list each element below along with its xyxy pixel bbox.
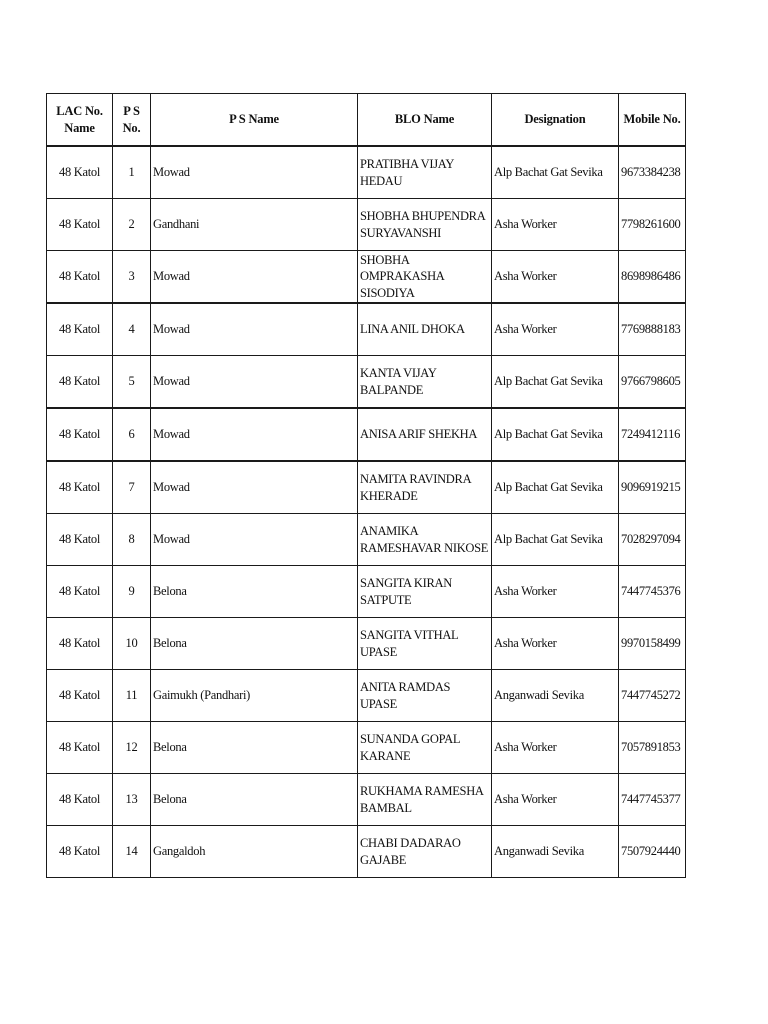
table-row xyxy=(47,251,686,304)
designation-cell: Alp Bachat Gat Sevika xyxy=(492,356,619,409)
blo-name-cell: ANAMIKA RAMESHAVAR NIKOSE xyxy=(358,514,492,566)
ps-no-cell: 3 xyxy=(113,251,151,304)
lac-cell: 48 Katol xyxy=(47,618,113,670)
header-mobile-no: Mobile No. xyxy=(619,94,686,147)
ps-name-cell: Belona xyxy=(151,618,358,670)
ps-no-cell: 13 xyxy=(113,774,151,826)
ps-name-cell: Mowad xyxy=(151,461,358,514)
lac-cell: 48 Katol xyxy=(47,514,113,566)
ps-name-cell: Belona xyxy=(151,566,358,618)
lac-cell: 48 Katol xyxy=(47,461,113,514)
table-row xyxy=(47,303,686,356)
blo-name-cell: KANTA VIJAY BALPANDE xyxy=(358,356,492,409)
table-row xyxy=(47,774,686,826)
blo-name-cell: NAMITA RAVINDRA KHERADE xyxy=(358,461,492,514)
designation-cell: Asha Worker xyxy=(492,618,619,670)
mobile-cell: 9673384238 xyxy=(619,146,686,199)
blo-name-cell: ANITA RAMDAS UPASE xyxy=(358,670,492,722)
lac-cell: 48 Katol xyxy=(47,356,113,409)
table-row xyxy=(47,514,686,566)
ps-no-cell: 7 xyxy=(113,461,151,514)
blo-name-cell: RUKHAMA RAMESHA BAMBAL xyxy=(358,774,492,826)
ps-name-cell: Belona xyxy=(151,774,358,826)
designation-cell: Alp Bachat Gat Sevika xyxy=(492,408,619,461)
table-row xyxy=(47,670,686,722)
ps-name-cell: Mowad xyxy=(151,514,358,566)
lac-cell: 48 Katol xyxy=(47,774,113,826)
table-row xyxy=(47,356,686,409)
header-blo-name: BLO Name xyxy=(358,94,492,147)
mobile-cell: 7798261600 xyxy=(619,199,686,251)
mobile-cell: 7028297094 xyxy=(619,514,686,566)
ps-no-cell: 4 xyxy=(113,303,151,356)
lac-cell: 48 Katol xyxy=(47,408,113,461)
mobile-cell: 9766798605 xyxy=(619,356,686,409)
lac-cell: 48 Katol xyxy=(47,826,113,878)
mobile-cell: 7447745377 xyxy=(619,774,686,826)
table-row xyxy=(47,146,686,199)
table-row xyxy=(47,826,686,878)
blo-name-cell: CHABI DADARAO GAJABE xyxy=(358,826,492,878)
designation-cell: Anganwadi Sevika xyxy=(492,670,619,722)
ps-name-cell: Gangaldoh xyxy=(151,826,358,878)
mobile-cell: 8698986486 xyxy=(619,251,686,304)
mobile-cell: 7447745272 xyxy=(619,670,686,722)
ps-name-cell: Gandhani xyxy=(151,199,358,251)
header-row xyxy=(47,94,686,147)
ps-name-cell: Mowad xyxy=(151,303,358,356)
table-row xyxy=(47,199,686,251)
ps-no-cell: 11 xyxy=(113,670,151,722)
mobile-cell: 7769888183 xyxy=(619,303,686,356)
ps-no-cell: 10 xyxy=(113,618,151,670)
blo-name-cell: ANISA ARIF SHEKHA xyxy=(358,408,492,461)
mobile-cell: 7249412116 xyxy=(619,408,686,461)
table-row xyxy=(47,722,686,774)
mobile-cell: 7447745376 xyxy=(619,566,686,618)
blo-name-cell: PRATIBHA VIJAY HEDAU xyxy=(358,146,492,199)
lac-cell: 48 Katol xyxy=(47,722,113,774)
designation-cell: Asha Worker xyxy=(492,774,619,826)
blo-name-cell: SANGITA VITHAL UPASE xyxy=(358,618,492,670)
ps-name-cell: Mowad xyxy=(151,146,358,199)
ps-no-cell: 12 xyxy=(113,722,151,774)
designation-cell: Asha Worker xyxy=(492,303,619,356)
table-row xyxy=(47,461,686,514)
blo-name-cell: SANGITA KIRAN SATPUTE xyxy=(358,566,492,618)
blo-name-cell: SHOBHA BHUPENDRA SURYAVANSHI xyxy=(358,199,492,251)
designation-cell: Asha Worker xyxy=(492,722,619,774)
ps-name-cell: Belona xyxy=(151,722,358,774)
header-ps-name: P S Name xyxy=(151,94,358,147)
lac-cell: 48 Katol xyxy=(47,146,113,199)
table-row xyxy=(47,566,686,618)
ps-no-cell: 1 xyxy=(113,146,151,199)
mobile-cell: 7057891853 xyxy=(619,722,686,774)
table-row xyxy=(47,618,686,670)
mobile-cell: 7507924440 xyxy=(619,826,686,878)
designation-cell: Asha Worker xyxy=(492,199,619,251)
blo-name-cell: LINA ANIL DHOKA xyxy=(358,303,492,356)
blo-table xyxy=(46,93,686,878)
ps-name-cell: Mowad xyxy=(151,356,358,409)
blo-name-cell: SUNANDA GOPAL KARANE xyxy=(358,722,492,774)
mobile-cell: 9096919215 xyxy=(619,461,686,514)
mobile-cell: 9970158499 xyxy=(619,618,686,670)
designation-cell: Alp Bachat Gat Sevika xyxy=(492,146,619,199)
ps-no-cell: 6 xyxy=(113,408,151,461)
lac-cell: 48 Katol xyxy=(47,303,113,356)
lac-cell: 48 Katol xyxy=(47,251,113,304)
ps-name-cell: Gaimukh (Pandhari) xyxy=(151,670,358,722)
designation-cell: Asha Worker xyxy=(492,566,619,618)
lac-cell: 48 Katol xyxy=(47,670,113,722)
ps-no-cell: 8 xyxy=(113,514,151,566)
designation-cell: Anganwadi Sevika xyxy=(492,826,619,878)
header-lac-name: LAC No. Name xyxy=(47,94,113,147)
lac-cell: 48 Katol xyxy=(47,566,113,618)
designation-cell: Alp Bachat Gat Sevika xyxy=(492,461,619,514)
designation-cell: Asha Worker xyxy=(492,251,619,304)
designation-cell: Alp Bachat Gat Sevika xyxy=(492,514,619,566)
ps-name-cell: Mowad xyxy=(151,251,358,304)
header-ps-no: P S No. xyxy=(113,94,151,147)
lac-cell: 48 Katol xyxy=(47,199,113,251)
blo-name-cell: SHOBHA OMPRAKASHA SISODIYA xyxy=(358,251,492,304)
ps-no-cell: 2 xyxy=(113,199,151,251)
ps-name-cell: Mowad xyxy=(151,408,358,461)
ps-no-cell: 5 xyxy=(113,356,151,409)
ps-no-cell: 14 xyxy=(113,826,151,878)
ps-no-cell: 9 xyxy=(113,566,151,618)
table-row xyxy=(47,408,686,461)
blo-list-sheet xyxy=(46,93,686,878)
header-designation: Designation xyxy=(492,94,619,147)
